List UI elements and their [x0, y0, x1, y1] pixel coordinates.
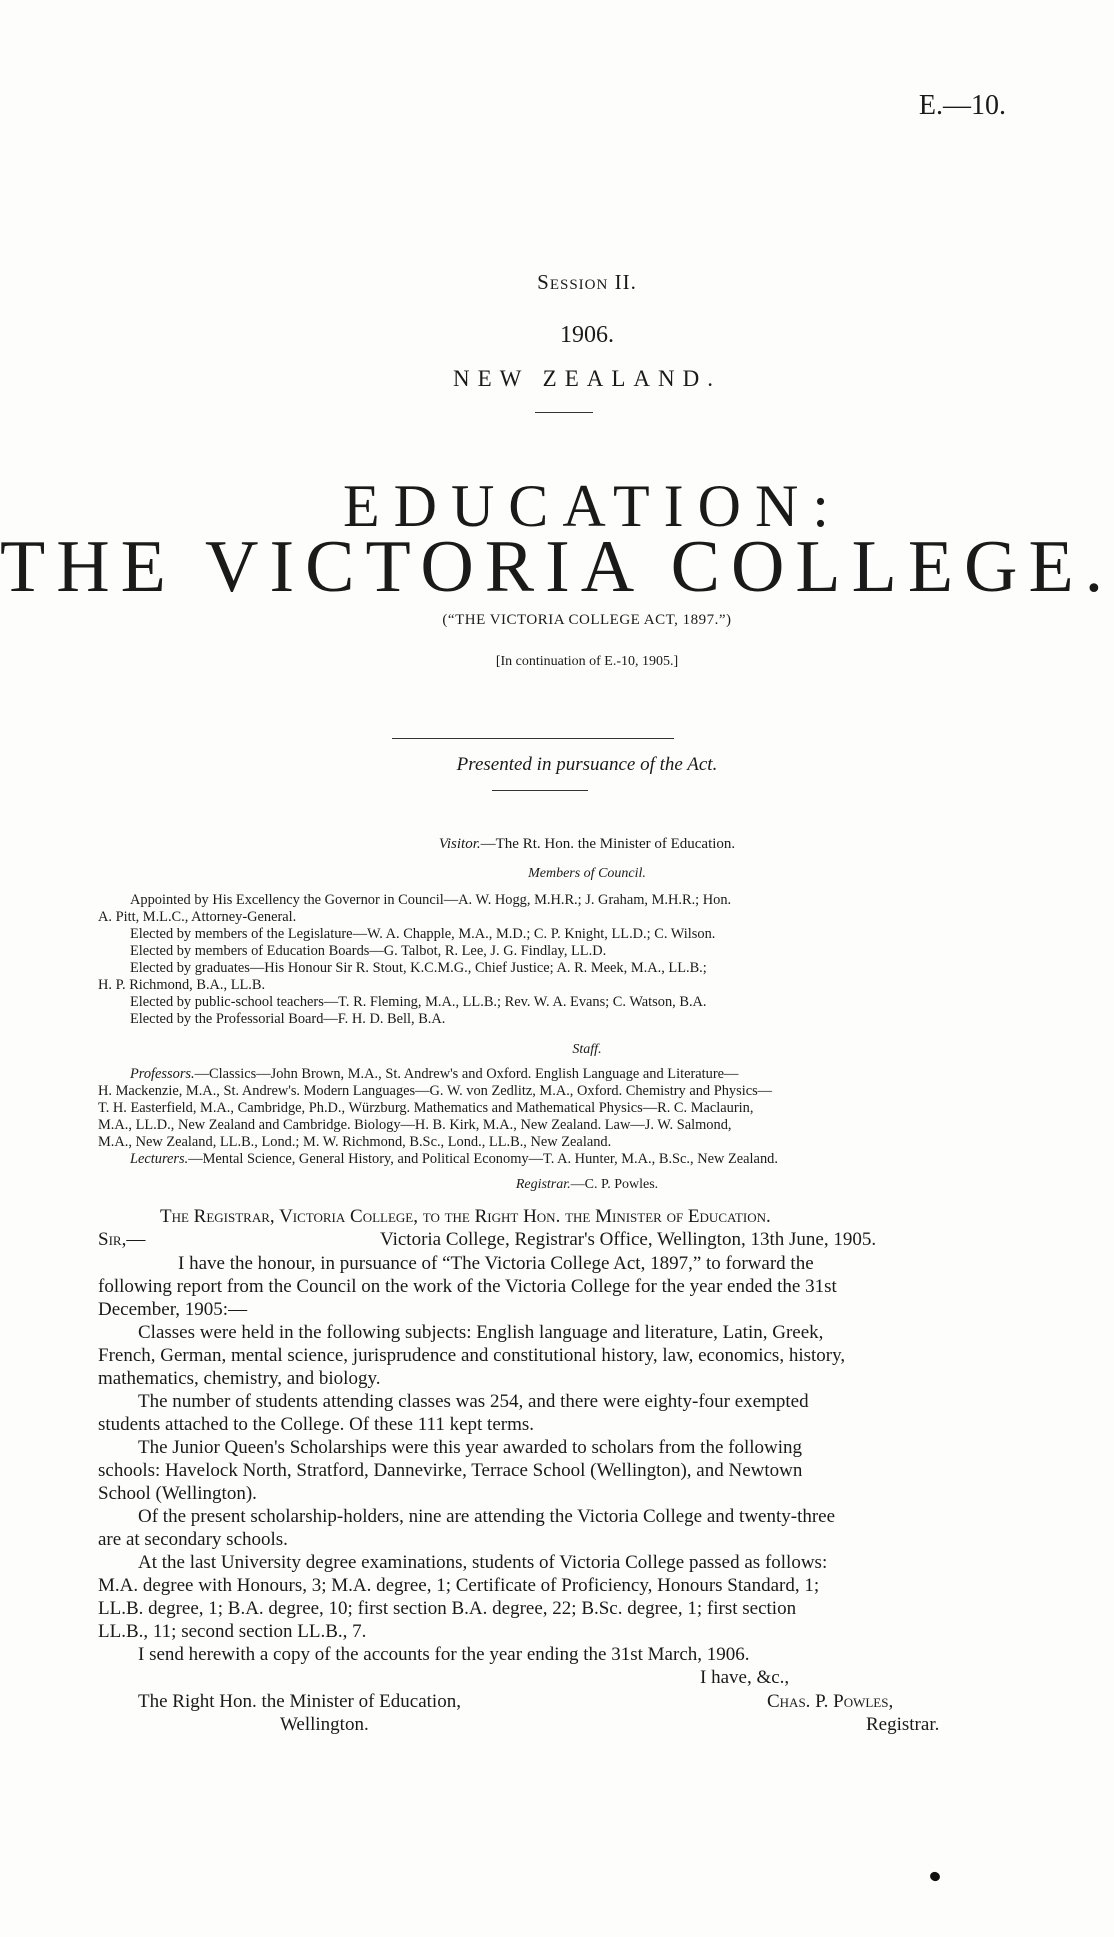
council-line: H. P. Richmond, B.A., LL.B.	[98, 977, 266, 993]
act-subtitle: (“THE VICTORIA COLLEGE ACT, 1897.”)	[442, 612, 732, 628]
professors-line: M.A., New Zealand, LL.B., Lond.; M. W. Richmond, B.Sc., Lond., LL.B., New Zealand.	[98, 1134, 612, 1150]
council-line: A. Pitt, M.L.C., Attorney-General.	[98, 909, 297, 925]
year-heading: 1906.	[560, 322, 614, 348]
continuation-note: [In continuation of E.-10, 1905.]	[495, 654, 679, 669]
divider-rule	[492, 790, 588, 791]
council-line: Elected by members of Education Boards—G. Talbot, R. Lee, J. G. Findlay, LL.D.	[130, 943, 607, 959]
signer-title: Registrar.	[866, 1714, 940, 1735]
letter-line: I send herewith a copy of the accounts for the year ending the 31st March, 1906.	[138, 1644, 750, 1665]
letter-line: The number of students attending classes was 254, and there were eighty-four exempted	[138, 1391, 809, 1412]
professors-text: —Classics—John Brown, M.A., St. Andrew's and Oxford. English Language and Literature—	[194, 1066, 739, 1082]
professors-line	[130, 1066, 738, 1083]
letter-line: At the last University degree examinations, students of Victoria College passed as follows:	[138, 1552, 828, 1573]
letter-line: students attached to the College. Of these 111 kept terms.	[98, 1414, 535, 1435]
visitor-text: —The Rt. Hon. the Minister of Education.	[480, 836, 736, 852]
letter-closing: I have, &c.,	[700, 1667, 790, 1688]
registrar-line	[30, 1177, 1114, 1193]
professors-label: Professors.	[130, 1066, 195, 1082]
session-heading: Session II.	[537, 270, 637, 294]
letter-line: are at secondary schools.	[98, 1529, 288, 1550]
staff-heading: Staff.	[572, 1042, 602, 1057]
registrar-label: Registrar.	[515, 1177, 571, 1192]
lecturers-label: Lecturers.	[130, 1151, 189, 1167]
registrar-text: —C. P. Powles.	[570, 1177, 659, 1192]
country-heading: NEW ZEALAND.	[452, 366, 722, 391]
lecturers-text: —Mental Science, General History, and Political Economy—T. A. Hunter, M.A., B.Sc., New Zealand.	[188, 1151, 778, 1167]
letter-line: December, 1905:—	[98, 1299, 248, 1320]
letter-salutation: Sir,—	[98, 1229, 146, 1250]
letter-line: schools: Havelock North, Stratford, Dannevirke, Terrace School (Wellington), and Newtown	[98, 1460, 803, 1481]
council-line: Elected by the Professorial Board—F. H. D. Bell, B.A.	[130, 1011, 446, 1027]
professors-line: T. H. Easterfield, M.A., Cambridge, Ph.D., Würzburg. Mathematics and Mathematical Physics—R. C. Maclaurin,	[98, 1100, 754, 1116]
letter-line: M.A. degree with Honours, 3; M.A. degree, 1; Certificate of Proficiency, Honours Standard, 1;	[98, 1575, 820, 1596]
letter-line: I have the honour, in pursuance of “The Victoria College Act, 1897,” to forward the	[178, 1253, 814, 1274]
professors-line: M.A., LL.D., New Zealand and Cambridge. Biology—H. B. Kirk, M.A., New Zealand. Law—J. W. Salmond,	[98, 1117, 732, 1133]
letter-line: The Junior Queen's Scholarships were this year awarded to scholars from the following	[138, 1437, 803, 1458]
letter-place-date: Victoria College, Registrar's Office, Wellington, 13th June, 1905.	[380, 1229, 877, 1250]
lecturers-line	[130, 1151, 778, 1168]
letter-line: following report from the Council on the work of the Victoria College for the year ended the 31st	[98, 1276, 837, 1297]
council-line: Elected by public-school teachers—T. R. Fleming, M.A., LL.B.; Rev. W. A. Evans; C. Watson, B.A.	[130, 994, 707, 1010]
divider-rule	[392, 738, 674, 739]
ink-mark	[929, 1871, 941, 1883]
title-line-2: THE VICTORIA COLLEGE.	[0, 526, 1114, 608]
council-line: Elected by members of the Legislature—W. A. Chapple, M.A., M.D.; C. P. Knight, LL.D.; C. Wilson.	[130, 926, 716, 942]
letter-line: Classes were held in the following subjects: English language and literature, Latin, Greek,	[138, 1322, 824, 1343]
letter-line: School (Wellington).	[98, 1483, 257, 1504]
letter-line: Of the present scholarship-holders, nine are attending the Victoria College and twenty-three	[138, 1506, 836, 1527]
council-line: Elected by graduates—His Honour Sir R. Stout, K.C.M.G., Chief Justice; A. R. Meek, M.A., LL.B.;	[130, 960, 707, 976]
letter-line: LL.B. degree, 1; B.A. degree, 10; first section B.A. degree, 22; B.Sc. degree, 1; first section	[98, 1598, 797, 1619]
divider-rule	[535, 412, 593, 413]
page-reference: E.—10.	[918, 90, 1006, 121]
letter-recipient: The Right Hon. the Minister of Education,	[138, 1691, 461, 1712]
letter-line: LL.B., 11; second section LL.B., 7.	[98, 1621, 367, 1642]
visitor-line	[30, 836, 1114, 853]
visitor-label: Visitor.	[438, 836, 481, 852]
letter-line: mathematics, chemistry, and biology.	[98, 1368, 381, 1389]
letter-line: French, German, mental science, jurisprudence and constitutional history, law, economics, history,	[98, 1345, 846, 1366]
council-line: Appointed by His Excellency the Governor in Council—A. W. Hogg, M.H.R.; J. Graham, M.H.R.; Hon.	[130, 892, 732, 908]
signer-name: Chas. P. Powles,	[767, 1691, 894, 1712]
letter-address: The Registrar, Victoria College, to the Right Hon. the Minister of Education.	[160, 1206, 771, 1227]
letter-recipient-city: Wellington.	[280, 1714, 369, 1735]
members-heading: Members of Council.	[528, 866, 646, 881]
presented-note: Presented in pursuance of the Act.	[456, 754, 718, 775]
title-line-1: EDUCATION:	[343, 473, 843, 539]
professors-line: H. Mackenzie, M.A., St. Andrew's. Modern Languages—G. W. von Zedlitz, M.A., Oxford. Chemistry and Physics—	[98, 1083, 773, 1099]
